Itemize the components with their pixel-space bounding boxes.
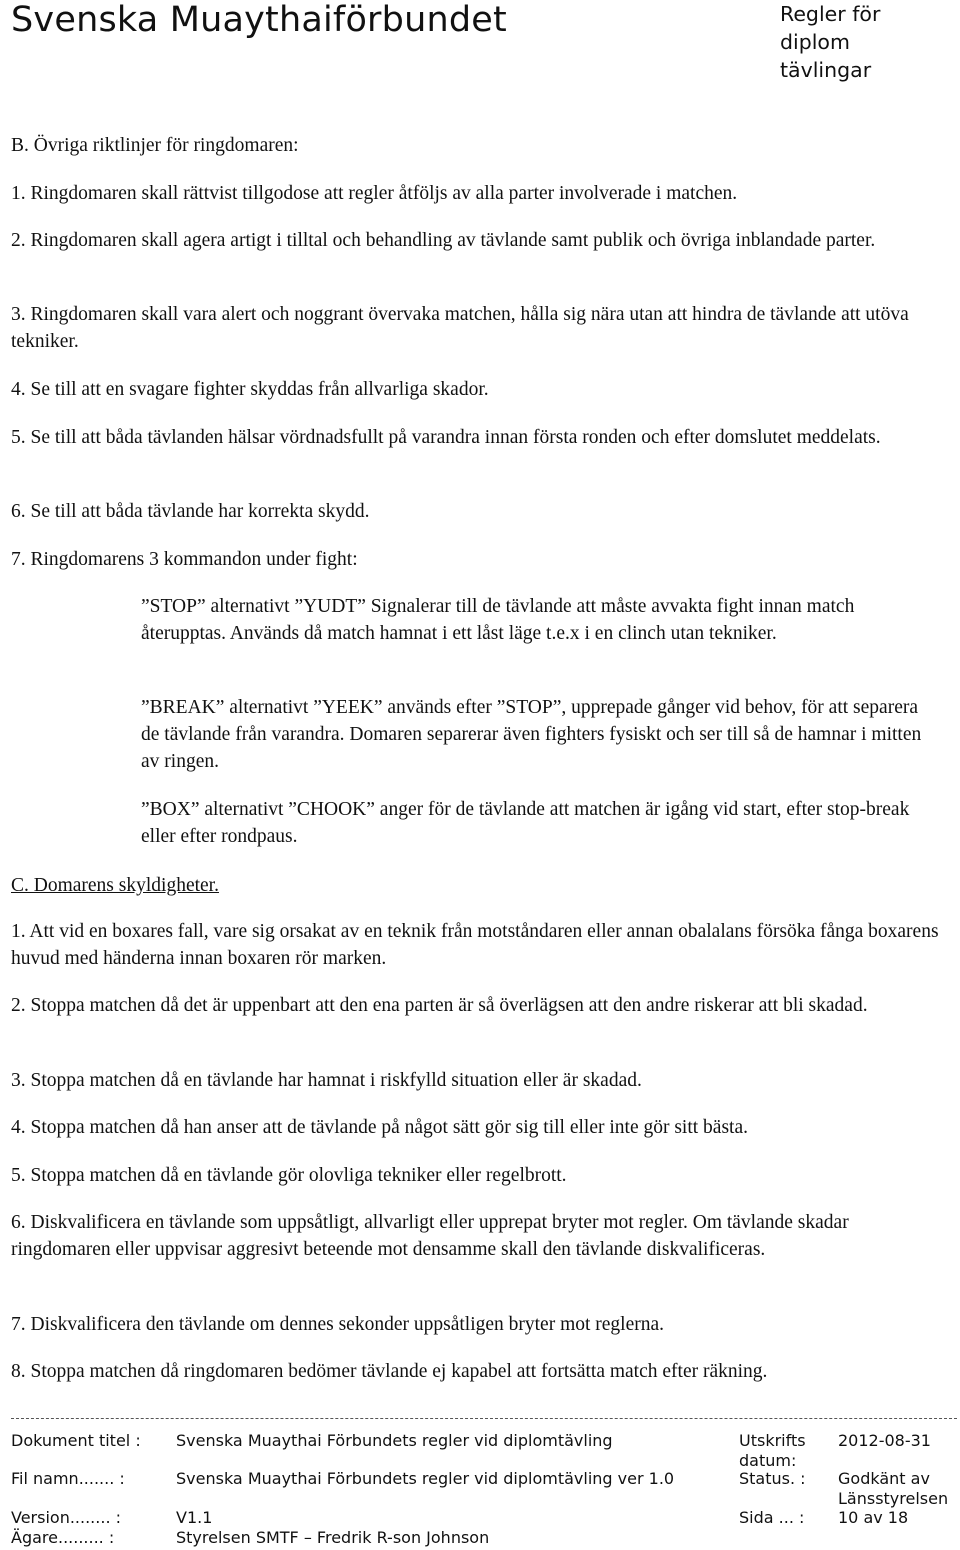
version-value: V1.1 <box>176 1508 213 1527</box>
list-item: 7. Diskvalificera den tävlande om dennes sekonder uppsåtligen bryter mot reglerna. <box>11 1314 665 1335</box>
file-name-label: Fil namn....... : <box>11 1469 125 1488</box>
list-item: 2. Stoppa matchen då det är uppenbart att den ena parten är så överlägsen att den andre riskerar att bli skadad. <box>11 995 868 1016</box>
page-number: 10 av 18 <box>838 1508 909 1527</box>
command-stop: ”STOP” alternativt ”YUDT” Signalerar till de tävlande att måste avvakta fight innan match återupptas. Används då match hamnat i ett låst läge t.e.x i en clinch utan tekniker. <box>141 596 855 644</box>
document-type-line: Regler för <box>780 2 881 26</box>
footer-row <box>0 1469 960 1508</box>
list-item: 4. Stoppa matchen då han anser att de tävlande på något sätt gör sig till eller inte gör sitt bästa. <box>11 1117 749 1138</box>
list-item: 3. Stoppa matchen då en tävlande har hamnat i riskfylld situation eller är skadad. <box>11 1070 642 1091</box>
version-label: Version........ : <box>11 1508 121 1527</box>
list-item: 1. Ringdomaren skall rättvist tillgodose att regler åtföljs av alla parter involverade i matchen. <box>11 183 738 204</box>
section-c-heading: C. Domarens skyldigheter. <box>11 875 219 896</box>
document-type-line: diplom <box>780 30 850 54</box>
footer-row <box>0 1431 960 1470</box>
owner-value: Styrelsen SMTF – Fredrik R-son Johnson <box>176 1528 490 1547</box>
list-item: 5. Se till att båda tävlanden hälsar vördnadsfullt på varandra innan första ronden och efter domslutet meddelats. <box>11 427 881 448</box>
list-item: 1. Att vid en boxares fall, vare sig orsakat av en teknik från motståndaren eller annan obalalans försöka fånga boxarens huvud med händerna innan boxaren rör marken. <box>11 921 939 969</box>
list-item: 4. Se till att en svagare fighter skyddas från allvarliga skador. <box>11 379 489 400</box>
status-value: Godkänt av Länsstyrelsen <box>838 1469 949 1508</box>
doc-title-label: Dokument titel : <box>11 1431 141 1450</box>
footer-row <box>0 1508 960 1530</box>
list-item: 2. Ringdomaren skall agera artigt i tilltal och behandling av tävlande samt publik och övriga inblandade parter. <box>11 230 876 251</box>
list-item: 7. Ringdomarens 3 kommandon under fight: <box>11 549 358 570</box>
organization-name: Svenska Muaythaiförbundet <box>11 0 507 40</box>
footer-row <box>0 1528 960 1550</box>
doc-title: Svenska Muaythai Förbundets regler vid diplomtävling <box>176 1431 613 1450</box>
command-box: ”BOX” alternativt ”CHOOK” anger för de tävlande att matchen är igång vid start, efter stop-break eller efter rondpaus. <box>141 799 910 847</box>
list-item: 8. Stoppa matchen då ringdomaren bedömer tävlande ej kapabel att fortsätta match efter räkning. <box>11 1361 768 1382</box>
list-item: 6. Se till att båda tävlande har korrekta skydd. <box>11 501 370 522</box>
command-break: ”BREAK” alternativt ”YEEK” används efter ”STOP”, upprepade gånger vid behov, för att separera de tävlande från varandra. Domaren separerar även fighters fysiskt och ser till så de hamnar i mitten av ringen. <box>141 697 922 772</box>
print-date-label: Utskrifts datum: <box>739 1431 806 1470</box>
document-type <box>780 0 950 84</box>
file-name: Svenska Muaythai Förbundets regler vid diplomtävling ver 1.0 <box>176 1469 675 1488</box>
print-date: 2012-08-31 <box>838 1431 931 1450</box>
owner-label: Ägare......... : <box>11 1528 115 1547</box>
status-label: Status. : <box>739 1469 806 1488</box>
page-label: Sida ... : <box>739 1508 805 1527</box>
document-type-line: tävlingar <box>780 58 872 82</box>
list-item: 5. Stoppa matchen då en tävlande gör olovliga tekniker eller regelbrott. <box>11 1165 567 1186</box>
section-b-heading: B. Övriga riktlinjer för ringdomaren: <box>11 135 299 156</box>
list-item: 3. Ringdomaren skall vara alert och noggrant övervaka matchen, hålla sig nära utan att hindra de tävlande att utöva tekniker. <box>11 304 909 352</box>
list-item: 6. Diskvalificera en tävlande som uppsåtligt, allvarligt eller upprepat bryter mot regler. Om tävlande skadar ringdomaren eller uppvisar aggresivt beteende mot densamme skall den tävlande diskvalificeras. <box>11 1212 849 1260</box>
footer-divider <box>11 1418 957 1419</box>
